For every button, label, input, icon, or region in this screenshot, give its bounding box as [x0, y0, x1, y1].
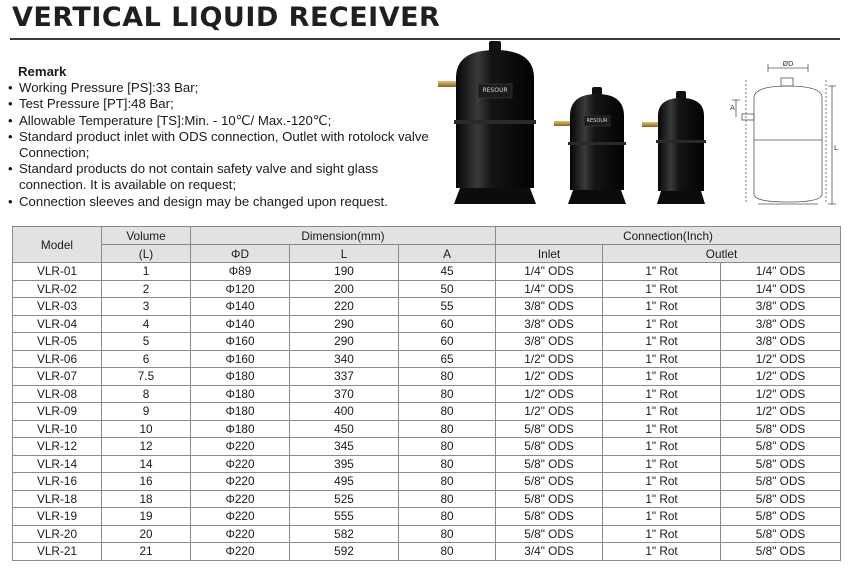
header-connection: Connection(Inch) [496, 227, 841, 245]
diameter-cell: Φ180 [191, 420, 290, 438]
a-cell: 60 [399, 315, 496, 333]
table-row [13, 403, 841, 421]
model-cell: VLR-06 [13, 350, 102, 368]
product-photo [432, 38, 714, 216]
volume-cell: 9 [102, 403, 191, 421]
inlet-cell: 3/8" ODS [496, 333, 603, 351]
diameter-cell: Φ89 [191, 263, 290, 281]
a-cell: 80 [399, 543, 496, 561]
technical-drawing [728, 58, 840, 210]
volume-cell: 20 [102, 525, 191, 543]
table-row [13, 543, 841, 561]
volume-cell: 5 [102, 333, 191, 351]
inlet-cell: 3/8" ODS [496, 298, 603, 316]
length-cell: 290 [290, 315, 399, 333]
remark-item: • Test Pressure [PT]:48 Bar; [8, 96, 438, 112]
inlet-cell: 1/2" ODS [496, 403, 603, 421]
volume-cell: 7.5 [102, 368, 191, 386]
table-row [13, 350, 841, 368]
outlet-rot-cell: 1" Rot [603, 508, 721, 526]
diameter-cell: Φ220 [191, 455, 290, 473]
model-cell: VLR-20 [13, 525, 102, 543]
table-row [13, 315, 841, 333]
volume-cell: 12 [102, 438, 191, 456]
header-a: A [399, 245, 496, 263]
remark-section [8, 64, 438, 210]
length-cell: 555 [290, 508, 399, 526]
spec-table [12, 226, 841, 561]
remark-item: • Connection sleeves and design may be changed upon request. [8, 194, 438, 210]
length-cell: 582 [290, 525, 399, 543]
diameter-cell: Φ160 [191, 333, 290, 351]
volume-cell: 4 [102, 315, 191, 333]
table-row [13, 420, 841, 438]
a-cell: 50 [399, 280, 496, 298]
length-cell: 592 [290, 543, 399, 561]
length-cell: 400 [290, 403, 399, 421]
volume-cell: 10 [102, 420, 191, 438]
model-cell: VLR-09 [13, 403, 102, 421]
outlet-rot-cell: 1" Rot [603, 298, 721, 316]
outlet-rot-cell: 1" Rot [603, 525, 721, 543]
diameter-cell: Φ220 [191, 543, 290, 561]
remark-item: • Standard products do not contain safety valve and sight glass connection. It is available on request; [8, 161, 438, 193]
table-row [13, 298, 841, 316]
inlet-cell: 5/8" ODS [496, 508, 603, 526]
volume-cell: 1 [102, 263, 191, 281]
inlet-cell: 5/8" ODS [496, 490, 603, 508]
receiver-small [642, 91, 706, 204]
diameter-cell: Φ160 [191, 350, 290, 368]
inlet-cell: 5/8" ODS [496, 473, 603, 491]
header-model: Model [13, 227, 102, 263]
table-row [13, 280, 841, 298]
header-inlet: Inlet [496, 245, 603, 263]
length-cell: 495 [290, 473, 399, 491]
model-cell: VLR-16 [13, 473, 102, 491]
a-cell: 80 [399, 368, 496, 386]
outlet-rot-cell: 1" Rot [603, 385, 721, 403]
length-cell: 200 [290, 280, 399, 298]
outlet-ods-cell: 5/8" ODS [721, 420, 841, 438]
diameter-cell: Φ220 [191, 438, 290, 456]
table-row [13, 525, 841, 543]
length-cell: 220 [290, 298, 399, 316]
diameter-cell: Φ220 [191, 508, 290, 526]
outlet-rot-cell: 1" Rot [603, 403, 721, 421]
outlet-rot-cell: 1" Rot [603, 438, 721, 456]
outlet-rot-cell: 1" Rot [603, 350, 721, 368]
outlet-ods-cell: 5/8" ODS [721, 508, 841, 526]
brand-label: RESOUR [482, 87, 508, 94]
outlet-ods-cell: 5/8" ODS [721, 490, 841, 508]
outlet-ods-cell: 3/8" ODS [721, 333, 841, 351]
header-length: L [290, 245, 399, 263]
model-cell: VLR-10 [13, 420, 102, 438]
diameter-cell: Φ180 [191, 403, 290, 421]
diameter-cell: Φ220 [191, 473, 290, 491]
diameter-cell: Φ180 [191, 368, 290, 386]
diameter-cell: Φ220 [191, 490, 290, 508]
length-cell: 345 [290, 438, 399, 456]
table-row [13, 490, 841, 508]
inlet-cell: 3/4" ODS [496, 543, 603, 561]
table-row [13, 333, 841, 351]
inlet-fitting [438, 81, 456, 87]
outlet-rot-cell: 1" Rot [603, 420, 721, 438]
header-outlet: Outlet [603, 245, 841, 263]
outlet-rot-cell: 1" Rot [603, 263, 721, 281]
a-cell: 80 [399, 420, 496, 438]
outlet-rot-cell: 1" Rot [603, 455, 721, 473]
header-diameter: ΦD [191, 245, 290, 263]
a-cell: 80 [399, 438, 496, 456]
inlet-cell: 5/8" ODS [496, 525, 603, 543]
outlet-ods-cell: 3/8" ODS [721, 298, 841, 316]
length-cell: 525 [290, 490, 399, 508]
model-cell: VLR-01 [13, 263, 102, 281]
diameter-label: ØD [782, 60, 794, 68]
remark-heading: Remark [18, 64, 67, 79]
length-label: L [834, 144, 838, 152]
inlet-cell: 5/8" ODS [496, 420, 603, 438]
volume-cell: 19 [102, 508, 191, 526]
remark-item: • Working Pressure [PS]:33 Bar; [8, 80, 438, 96]
inlet-cell: 5/8" ODS [496, 455, 603, 473]
table-row [13, 263, 841, 281]
inlet-cell: 1/2" ODS [496, 350, 603, 368]
outlet-rot-cell: 1" Rot [603, 490, 721, 508]
diameter-cell: Φ220 [191, 525, 290, 543]
inlet-cell: 1/2" ODS [496, 385, 603, 403]
outlet-rot-cell: 1" Rot [603, 333, 721, 351]
header-volume: Volume [102, 227, 191, 245]
model-cell: VLR-14 [13, 455, 102, 473]
outlet-ods-cell: 1/2" ODS [721, 385, 841, 403]
table-row [13, 508, 841, 526]
table-row [13, 385, 841, 403]
diameter-cell: Φ140 [191, 298, 290, 316]
header-volume-unit: (L) [102, 245, 191, 263]
volume-cell: 8 [102, 385, 191, 403]
spec-table-body [13, 263, 841, 561]
a-cell: 80 [399, 508, 496, 526]
table-row [13, 438, 841, 456]
outlet-rot-cell: 1" Rot [603, 368, 721, 386]
table-row [13, 473, 841, 491]
model-cell: VLR-08 [13, 385, 102, 403]
outlet-ods-cell: 3/8" ODS [721, 315, 841, 333]
page-title: VERTICAL LIQUID RECEIVER [12, 2, 441, 33]
header-dimension: Dimension(mm) [191, 227, 496, 245]
volume-cell: 3 [102, 298, 191, 316]
receiver-large [438, 41, 536, 204]
diameter-cell: Φ180 [191, 385, 290, 403]
outlet-ods-cell: 1/2" ODS [721, 350, 841, 368]
volume-cell: 21 [102, 543, 191, 561]
inlet-cell: 1/4" ODS [496, 280, 603, 298]
title-divider [10, 38, 840, 40]
model-cell: VLR-03 [13, 298, 102, 316]
outlet-ods-cell: 1/4" ODS [721, 263, 841, 281]
outlet-ods-cell: 1/2" ODS [721, 368, 841, 386]
receiver-medium [554, 87, 626, 204]
a-cell: 80 [399, 385, 496, 403]
volume-cell: 16 [102, 473, 191, 491]
outlet-rot-cell: 1" Rot [603, 315, 721, 333]
diameter-cell: Φ120 [191, 280, 290, 298]
remark-item: • Allowable Temperature [TS]:Min. - 10℃/ Max.-120℃; [8, 113, 438, 129]
model-cell: VLR-19 [13, 508, 102, 526]
a-cell: 80 [399, 473, 496, 491]
model-cell: VLR-18 [13, 490, 102, 508]
length-cell: 337 [290, 368, 399, 386]
outlet-ods-cell: 5/8" ODS [721, 473, 841, 491]
inlet-cell: 3/8" ODS [496, 315, 603, 333]
model-cell: VLR-04 [13, 315, 102, 333]
a-cell: 55 [399, 298, 496, 316]
outlet-ods-cell: 5/8" ODS [721, 455, 841, 473]
length-cell: 190 [290, 263, 399, 281]
a-cell: 60 [399, 333, 496, 351]
inlet-cell: 1/4" ODS [496, 263, 603, 281]
a-cell: 80 [399, 490, 496, 508]
table-row [13, 368, 841, 386]
length-cell: 290 [290, 333, 399, 351]
outlet-ods-cell: 5/8" ODS [721, 438, 841, 456]
length-cell: 395 [290, 455, 399, 473]
remark-list [8, 80, 438, 210]
outlet-ods-cell: 5/8" ODS [721, 525, 841, 543]
remark-item: • Standard product inlet with ODS connection, Outlet with rotolock valve Connection; [8, 129, 438, 161]
outlet-ods-cell: 1/4" ODS [721, 280, 841, 298]
a-cell: 45 [399, 263, 496, 281]
brand-label: RESOUR [586, 118, 608, 124]
volume-cell: 14 [102, 455, 191, 473]
length-cell: 450 [290, 420, 399, 438]
a-cell: 80 [399, 525, 496, 543]
volume-cell: 18 [102, 490, 191, 508]
a-cell: 80 [399, 455, 496, 473]
a-cell: 80 [399, 403, 496, 421]
model-cell: VLR-21 [13, 543, 102, 561]
length-cell: 340 [290, 350, 399, 368]
outlet-ods-cell: 1/2" ODS [721, 403, 841, 421]
inlet-cell: 5/8" ODS [496, 438, 603, 456]
outlet-ods-cell: 5/8" ODS [721, 543, 841, 561]
length-cell: 370 [290, 385, 399, 403]
a-dimension-label: A [730, 104, 735, 112]
diameter-cell: Φ140 [191, 315, 290, 333]
a-cell: 65 [399, 350, 496, 368]
model-cell: VLR-02 [13, 280, 102, 298]
model-cell: VLR-12 [13, 438, 102, 456]
volume-cell: 6 [102, 350, 191, 368]
inlet-cell: 1/2" ODS [496, 368, 603, 386]
volume-cell: 2 [102, 280, 191, 298]
outlet-rot-cell: 1" Rot [603, 473, 721, 491]
model-cell: VLR-07 [13, 368, 102, 386]
outlet-rot-cell: 1" Rot [603, 543, 721, 561]
table-row [13, 455, 841, 473]
model-cell: VLR-05 [13, 333, 102, 351]
outlet-rot-cell: 1" Rot [603, 280, 721, 298]
